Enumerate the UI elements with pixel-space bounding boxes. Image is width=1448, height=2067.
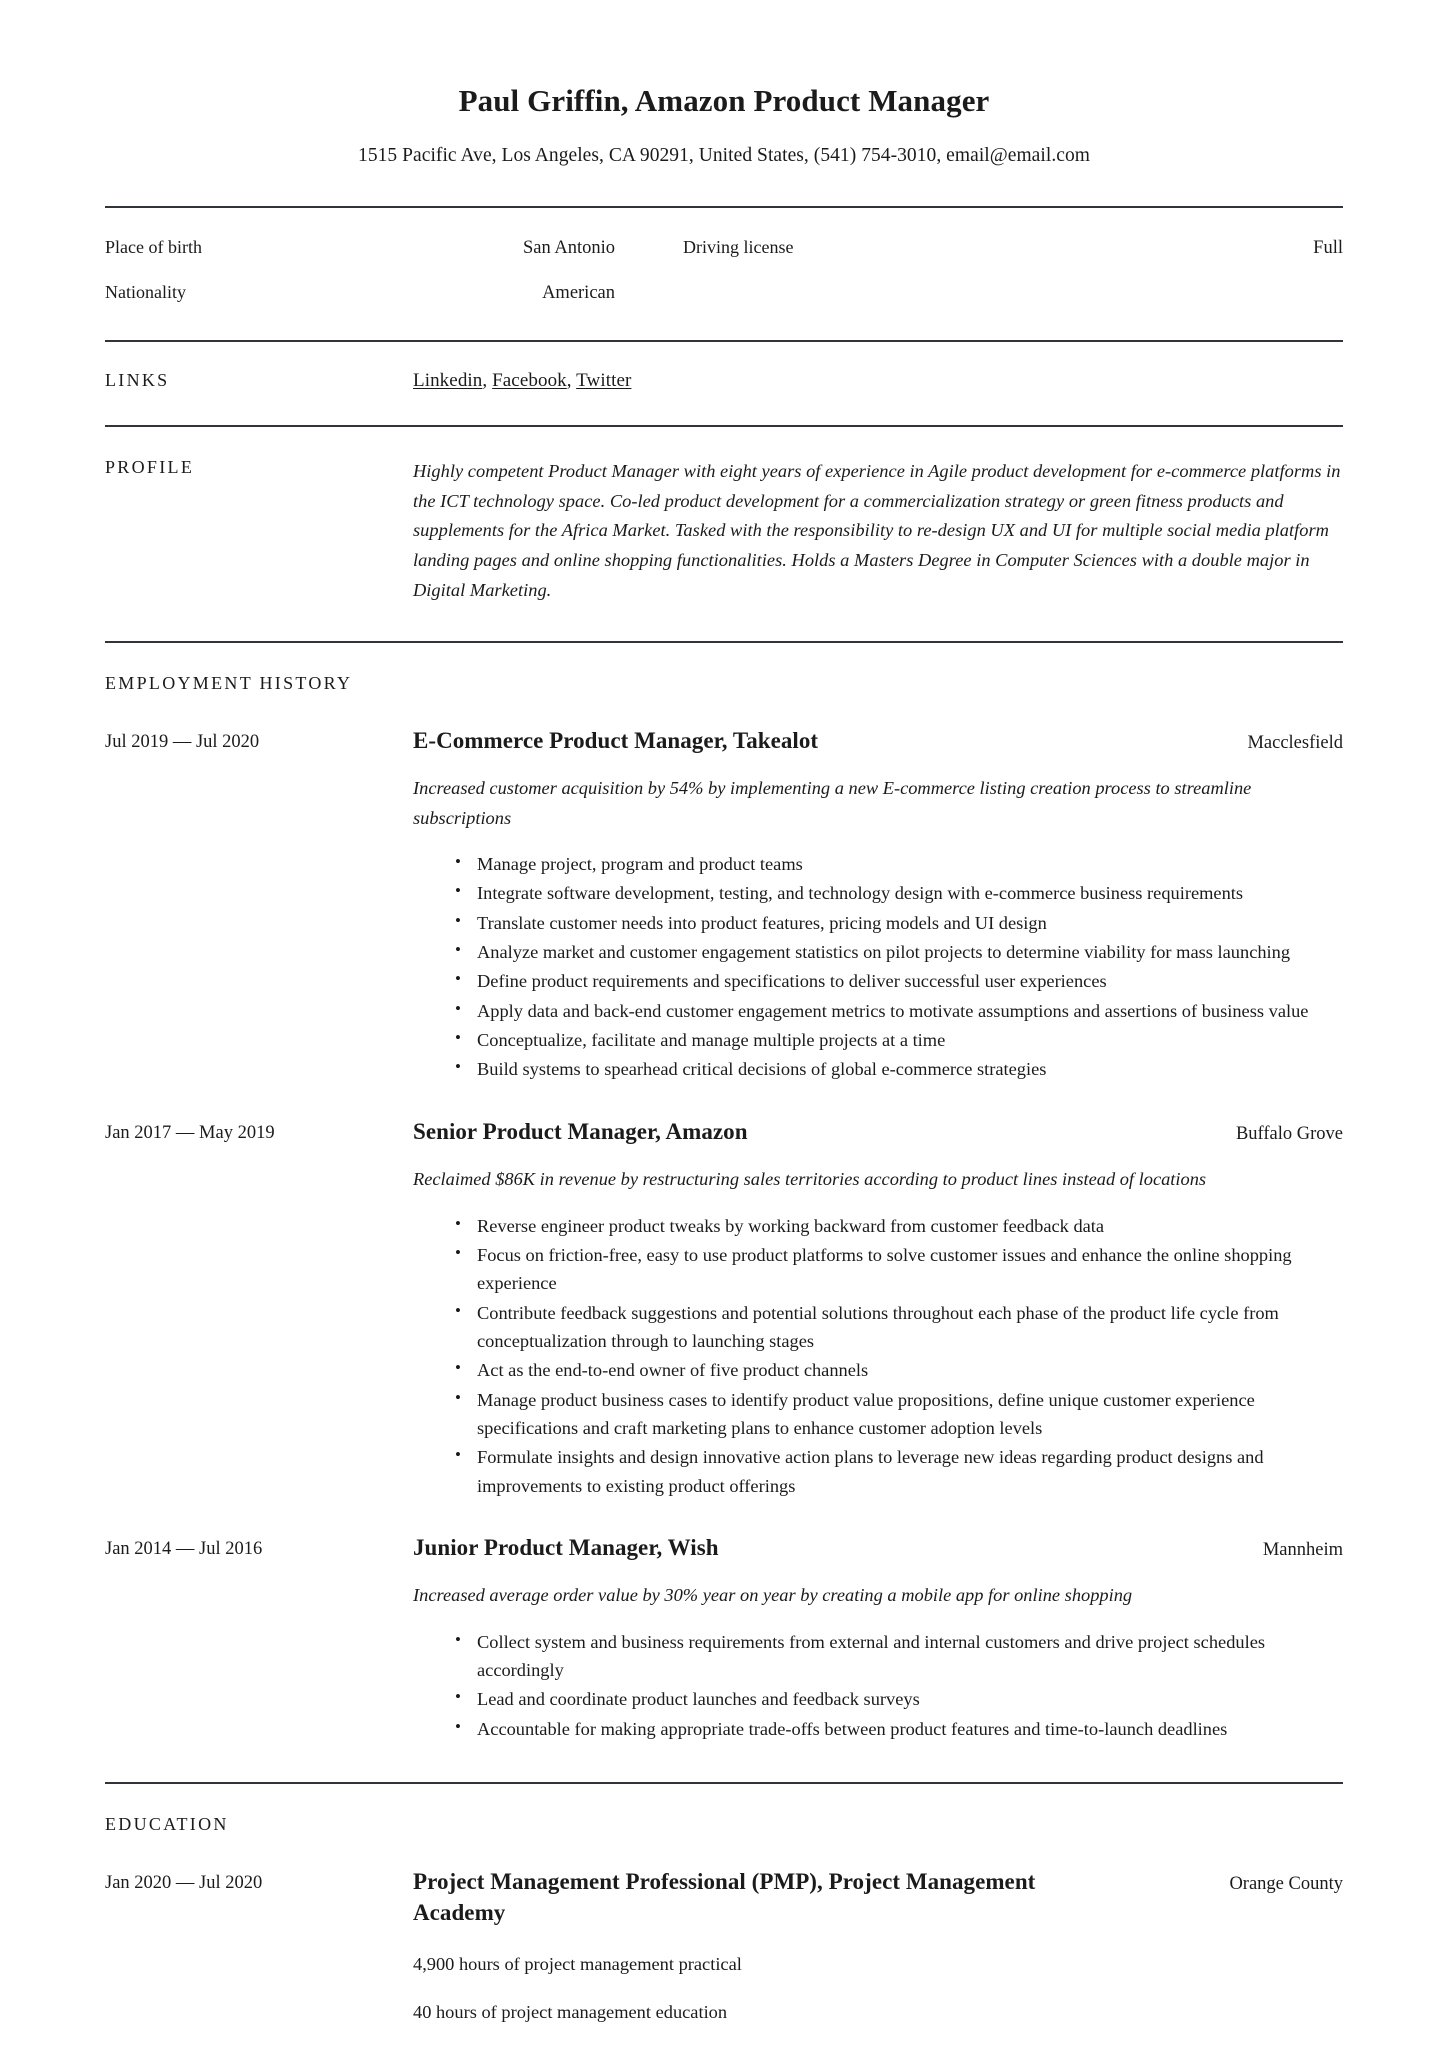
entry-bullet: • Define product requirements and specifications to deliver successful user experiences bbox=[455, 967, 1343, 995]
entry-bullet: • Formulate insights and design innovative action plans to leverage new ideas regarding product designs and improvements to existing product offerings bbox=[455, 1443, 1343, 1500]
profile-section bbox=[105, 457, 1343, 606]
entry-bullet-list bbox=[413, 1628, 1343, 1743]
entry-bullet-list bbox=[413, 850, 1343, 1084]
entry-body bbox=[413, 1867, 1343, 2027]
divider-details bbox=[105, 206, 1343, 208]
detail-value: American bbox=[542, 282, 615, 303]
link-linkedin[interactable]: Linkedin bbox=[413, 369, 483, 391]
entry-date-range: Jan 2017 — May 2019 bbox=[105, 1122, 275, 1143]
entry-bullet: • Conceptualize, facilitate and manage multiple projects at a time bbox=[455, 1026, 1343, 1054]
page-title: Paul Griffin, Amazon Product Manager bbox=[458, 83, 990, 118]
entry-date-range: Jan 2014 — Jul 2016 bbox=[105, 1539, 263, 1559]
link-twitter[interactable]: Twitter bbox=[576, 369, 632, 391]
entry-bullet: • Manage project, program and product teams bbox=[455, 850, 1343, 878]
entry-bullet: • Act as the end-to-end owner of five product channels bbox=[455, 1356, 1343, 1384]
entry-date-range: Jan 2020 — Jul 2020 bbox=[105, 1873, 263, 1894]
entry-location: Macclesfield bbox=[1247, 732, 1343, 753]
divider-education bbox=[105, 1782, 1343, 1784]
links-list bbox=[413, 370, 1343, 392]
entry-location: Orange County bbox=[1229, 1874, 1343, 1895]
entry-bullet: • Accountable for making appropriate trade-offs between product features and time-to-launch deadlines bbox=[455, 1715, 1343, 1743]
link-separator: , bbox=[482, 369, 493, 391]
entry-summary: Reclaimed $86K in revenue by restructuring sales territories according to product lines instead of locations bbox=[413, 1169, 1207, 1190]
employment-entry bbox=[105, 1117, 1343, 1501]
entry-program-title: Project Management Professional (PMP), Project Management Academy bbox=[413, 1869, 1036, 1925]
profile-text: Highly competent Product Manager with eight years of experience in Agile product development for e-commerce platforms in the ICT technology space. Co-led product development for a commercialization strategy or green fitness products and supplements for the Africa Market. Tasked with the responsibility to re-design UX and UI for multiple social media platform landing pages and online shopping functionalities. Holds a Masters Degree in Computer Sciences with a double major in Digital Marketing. bbox=[413, 460, 1341, 600]
detail-row bbox=[105, 234, 1343, 262]
link-separator: , bbox=[566, 369, 577, 391]
entry-bullet: • Build systems to spearhead critical decisions of global e-commerce strategies bbox=[455, 1055, 1343, 1083]
entry-summary: Increased average order value by 30% year on year by creating a mobile app for online shopping bbox=[413, 1585, 1133, 1606]
education-entries bbox=[105, 1867, 1343, 2027]
divider-profile bbox=[105, 425, 1343, 427]
entry-bullet: • Reverse engineer product tweaks by working backward from customer feedback data bbox=[455, 1212, 1343, 1240]
entry-bullet: • Apply data and back-end customer engagement metrics to motivate assumptions and assertions of business value bbox=[455, 997, 1343, 1025]
entry-bullet: • Contribute feedback suggestions and potential solutions throughout each phase of the product life cycle from conceptualization through to launching stages bbox=[455, 1299, 1343, 1356]
details-section bbox=[105, 234, 1343, 307]
entry-date-range: Jul 2019 — Jul 2020 bbox=[105, 731, 260, 752]
entry-location: Mannheim bbox=[1262, 1540, 1343, 1560]
entry-bullet: • Collect system and business requirements from external and internal customers and drive project schedules accordingly bbox=[455, 1628, 1343, 1685]
detail-label: Place of birth bbox=[105, 237, 202, 258]
education-entry bbox=[105, 1867, 1343, 2027]
education-heading: EDUCATION bbox=[105, 1814, 229, 1835]
detail-row bbox=[105, 279, 1343, 307]
entry-body bbox=[413, 1117, 1343, 1501]
divider-employment bbox=[105, 641, 1343, 643]
entry-job-title: E-Commerce Product Manager, Takealot bbox=[413, 727, 819, 753]
entry-headline bbox=[413, 1533, 1343, 1563]
entry-job-title: Senior Product Manager, Amazon bbox=[413, 1118, 748, 1144]
entry-headline bbox=[413, 726, 1343, 756]
entry-bullet: • Translate customer needs into product features, pricing models and UI design bbox=[455, 909, 1343, 937]
profile-section-label: PROFILE bbox=[105, 456, 195, 477]
entry-body bbox=[413, 726, 1343, 1085]
entry-bullet: • Focus on friction-free, easy to use product platforms to solve customer issues and enhance the online shopping experience bbox=[455, 1241, 1343, 1298]
link-facebook[interactable]: Facebook bbox=[492, 369, 567, 391]
entry-location: Buffalo Grove bbox=[1235, 1123, 1343, 1144]
education-note: 4,900 hours of project management practical bbox=[413, 1953, 742, 1974]
detail-value: San Antonio bbox=[523, 238, 615, 259]
contact-line: 1515 Pacific Ave, Los Angeles, CA 90291, United States, (541) 754-3010, email@email.com bbox=[358, 144, 1090, 166]
entry-headline bbox=[413, 1867, 1343, 1928]
entry-summary: Increased customer acquisition by 54% by implementing a new E-commerce listing creation process to streamline subscriptions bbox=[413, 778, 1252, 828]
detail-label: Nationality bbox=[105, 281, 186, 302]
employment-entry bbox=[105, 1533, 1343, 1744]
education-note: 40 hours of project management education bbox=[413, 2002, 728, 2023]
entry-bullet-list bbox=[413, 1212, 1343, 1500]
entry-bullet: • Analyze market and customer engagement statistics on pilot projects to determine viability for mass launching bbox=[455, 938, 1343, 966]
employment-entries bbox=[105, 726, 1343, 1744]
employment-history-heading: EMPLOYMENT HISTORY bbox=[105, 672, 353, 693]
entry-bullet: • Integrate software development, testing, and technology design with e-commerce business requirements bbox=[455, 879, 1343, 907]
links-section bbox=[105, 370, 1343, 392]
entry-job-title: Junior Product Manager, Wish bbox=[413, 1535, 719, 1560]
entry-bullet: • Lead and coordinate product launches and feedback surveys bbox=[455, 1685, 1343, 1713]
entry-headline bbox=[413, 1117, 1343, 1147]
entry-body bbox=[413, 1533, 1343, 1744]
links-section-label: LINKS bbox=[105, 369, 170, 390]
detail-value-secondary: Full bbox=[1313, 238, 1343, 259]
employment-entry bbox=[105, 726, 1343, 1085]
divider-links bbox=[105, 340, 1343, 342]
detail-label-secondary: Driving license bbox=[683, 237, 794, 258]
entry-bullet: • Manage product business cases to identify product value propositions, define unique customer experience specifications and craft marketing plans to enhance customer adoption levels bbox=[455, 1386, 1343, 1443]
